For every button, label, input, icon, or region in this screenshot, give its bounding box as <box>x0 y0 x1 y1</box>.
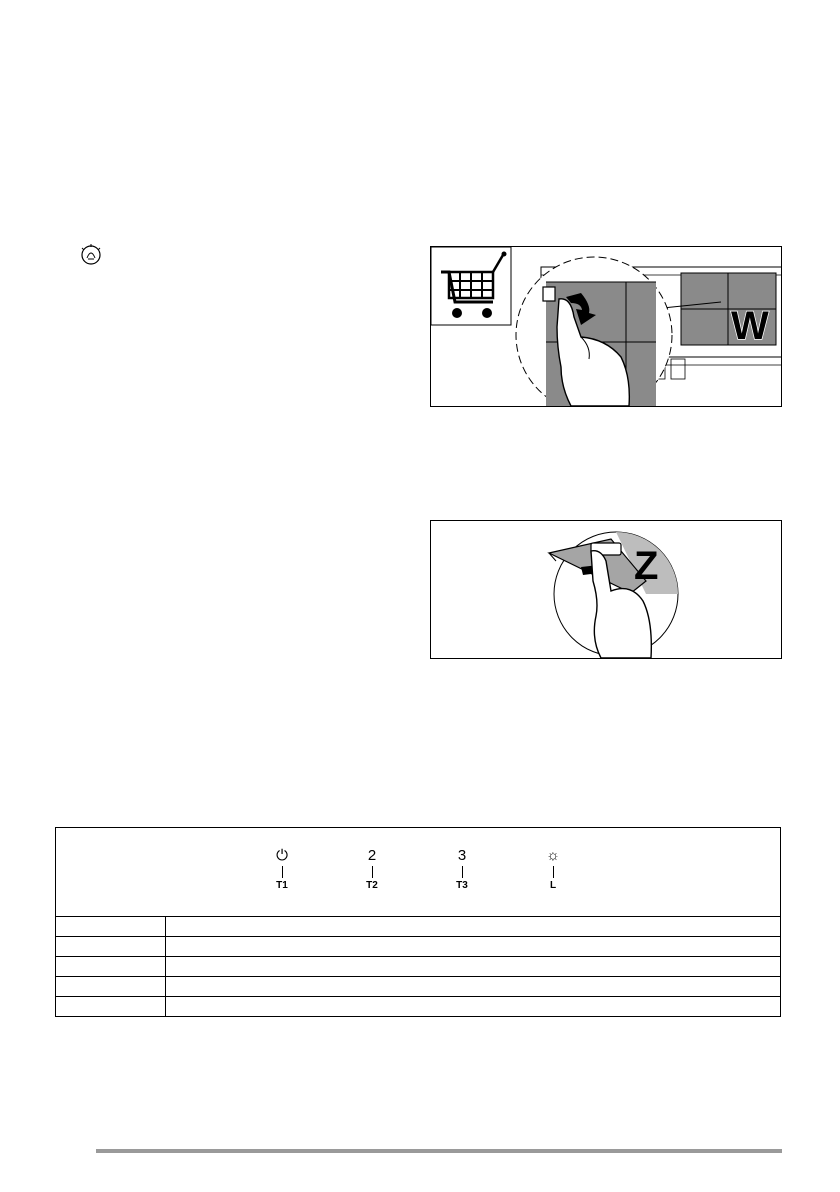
control-l <box>533 848 573 892</box>
table-row <box>56 976 780 996</box>
table-row <box>56 956 780 976</box>
table-row <box>56 936 780 956</box>
control-label-t3: T3 <box>456 880 468 891</box>
control-t2 <box>352 848 392 892</box>
filter-z-label: Z <box>634 544 659 588</box>
table-row <box>56 916 780 936</box>
power-icon: ⏻ <box>276 847 288 864</box>
control-label-t1: T1 <box>276 880 288 891</box>
control-table <box>56 916 780 1016</box>
control-t3 <box>442 848 482 892</box>
filter-w-label: W <box>731 304 769 348</box>
filter-w-illustration <box>430 246 782 407</box>
lamp-icon <box>78 242 104 268</box>
control-panel <box>55 827 781 1017</box>
filter-z-illustration <box>430 520 782 659</box>
table-row <box>56 996 780 1016</box>
light-icon: ☼ <box>546 847 560 864</box>
speed-2-symbol: 2 <box>367 847 377 864</box>
control-label-l: L <box>549 880 557 891</box>
footer-rule <box>96 1149 782 1153</box>
control-label-t2: T2 <box>366 880 378 891</box>
control-t1 <box>262 848 302 892</box>
speed-3-symbol: 3 <box>457 847 467 864</box>
